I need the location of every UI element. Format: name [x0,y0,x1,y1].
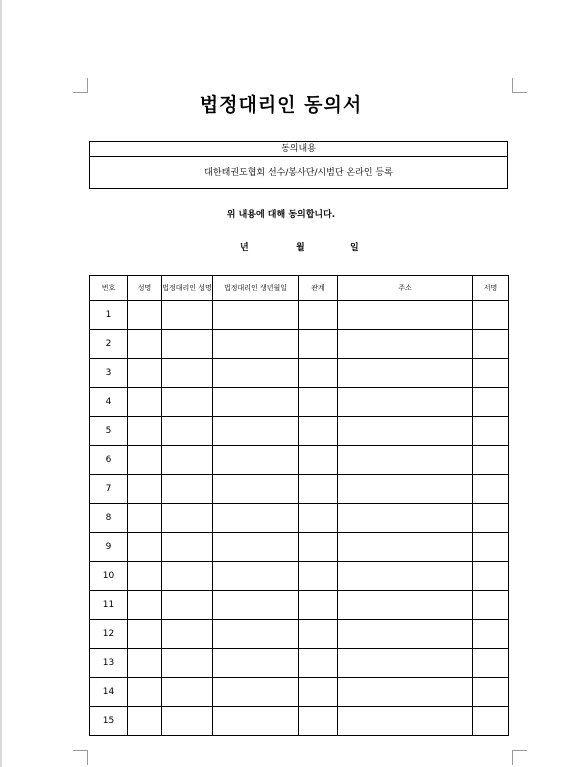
table-row [90,562,509,591]
table-row [90,591,509,620]
address-cell [338,591,473,620]
guardian-birthdate-cell [213,388,299,417]
table-row [90,475,509,504]
name-cell [128,504,162,533]
name-cell [128,388,162,417]
table-row [90,388,509,417]
table-row [90,301,509,330]
signature-cell [473,649,509,678]
header-name: 성명 [128,276,162,301]
guardian-name-cell [162,533,213,562]
row-number: 4 [90,388,128,417]
signature-cell [473,707,509,736]
relationship-cell [299,620,338,649]
signature-cell [473,417,509,446]
crop-mark-bottom-left [73,750,88,765]
guardian-name-cell [162,417,213,446]
guardian-name-cell [162,649,213,678]
address-cell [338,707,473,736]
table-row [90,417,509,446]
address-cell [338,417,473,446]
header-signature: 서명 [473,276,509,301]
name-cell [128,301,162,330]
guardian-name-cell [162,475,213,504]
guardian-name-cell [162,504,213,533]
guardian-name-cell [162,388,213,417]
signature-cell [473,504,509,533]
name-cell [128,475,162,504]
row-number: 8 [90,504,128,533]
relationship-cell [299,504,338,533]
address-cell [338,620,473,649]
guardian-birthdate-cell [213,301,299,330]
table-row [90,649,509,678]
guardian-name-cell [162,359,213,388]
row-number: 9 [90,533,128,562]
relationship-cell [299,301,338,330]
table-row [90,359,509,388]
name-cell [128,533,162,562]
name-cell [128,359,162,388]
guardian-name-cell [162,330,213,359]
table-row [90,446,509,475]
relationship-cell [299,591,338,620]
name-cell [128,330,162,359]
guardian-birthdate-cell [213,707,299,736]
row-number: 10 [90,562,128,591]
address-cell [338,562,473,591]
guardian-birthdate-cell [213,678,299,707]
row-number: 14 [90,678,128,707]
address-cell [338,301,473,330]
relationship-cell [299,707,338,736]
row-number: 13 [90,649,128,678]
relationship-cell [299,678,338,707]
address-cell [338,678,473,707]
name-cell [128,446,162,475]
table-row [90,620,509,649]
row-number: 12 [90,620,128,649]
row-number: 11 [90,591,128,620]
guardian-name-cell [162,620,213,649]
name-cell [128,649,162,678]
table-row [90,678,509,707]
signature-cell [473,678,509,707]
address-cell [338,330,473,359]
signature-cell [473,446,509,475]
guardian-birthdate-cell [213,562,299,591]
relationship-cell [299,359,338,388]
guardian-birthdate-cell [213,330,299,359]
crop-mark-bottom-right [512,750,527,765]
address-cell [338,475,473,504]
address-cell [338,388,473,417]
relationship-cell [299,330,338,359]
relationship-cell [299,446,338,475]
address-cell [338,446,473,475]
signature-cell [473,359,509,388]
name-cell [128,678,162,707]
guardian-birthdate-cell [213,446,299,475]
table-row [90,707,509,736]
guardian-name-cell [162,562,213,591]
name-cell [128,562,162,591]
name-cell [128,620,162,649]
guardian-birthdate-cell [213,649,299,678]
header-relationship: 관계 [299,276,338,301]
header-guardian-name: 법정대리인 성명 [162,276,213,301]
signature-cell [473,562,509,591]
date-day-label: 일 [350,243,359,253]
row-number: 7 [90,475,128,504]
guardian-birthdate-cell [213,475,299,504]
header-number: 번호 [90,276,128,301]
row-number: 5 [90,417,128,446]
consent-body: 대한태권도협회 선수/봉사단/시범단 온라인 등록 [204,168,393,178]
guardian-birthdate-cell [213,359,299,388]
signature-cell [473,330,509,359]
agreement-statement: 위 내용에 대해 동의합니다. [226,210,336,220]
relationship-cell [299,388,338,417]
guardian-roster-table [89,275,509,736]
relationship-cell [299,562,338,591]
row-number: 3 [90,359,128,388]
row-number: 6 [90,446,128,475]
table-header-row [90,276,509,301]
row-number: 2 [90,330,128,359]
signature-cell [473,301,509,330]
relationship-cell [299,533,338,562]
relationship-cell [299,417,338,446]
signature-cell [473,533,509,562]
name-cell [128,591,162,620]
address-cell [338,533,473,562]
document-title: 법정대리인 동의서 [199,94,363,116]
row-number: 1 [90,301,128,330]
header-guardian-birthdate: 법정대리인 생년월일 [213,276,299,301]
guardian-name-cell [162,446,213,475]
signature-cell [473,591,509,620]
guardian-name-cell [162,678,213,707]
guardian-birthdate-cell [213,504,299,533]
consent-header: 동의내용 [90,142,507,157]
relationship-cell [299,475,338,504]
table-row [90,504,509,533]
address-cell [338,504,473,533]
signature-cell [473,620,509,649]
guardian-name-cell [162,707,213,736]
address-cell [338,649,473,678]
row-number: 15 [90,707,128,736]
table-row [90,330,509,359]
guardian-birthdate-cell [213,620,299,649]
header-address: 주소 [338,276,473,301]
consent-box [89,141,508,189]
guardian-name-cell [162,591,213,620]
address-cell [338,359,473,388]
name-cell [128,707,162,736]
name-cell [128,417,162,446]
signature-cell [473,388,509,417]
signature-cell [473,475,509,504]
guardian-birthdate-cell [213,591,299,620]
guardian-birthdate-cell [213,533,299,562]
date-month-label: 월 [296,243,305,253]
guardian-name-cell [162,301,213,330]
date-year-label: 년 [240,243,249,253]
relationship-cell [299,649,338,678]
table-row [90,533,509,562]
guardian-birthdate-cell [213,417,299,446]
